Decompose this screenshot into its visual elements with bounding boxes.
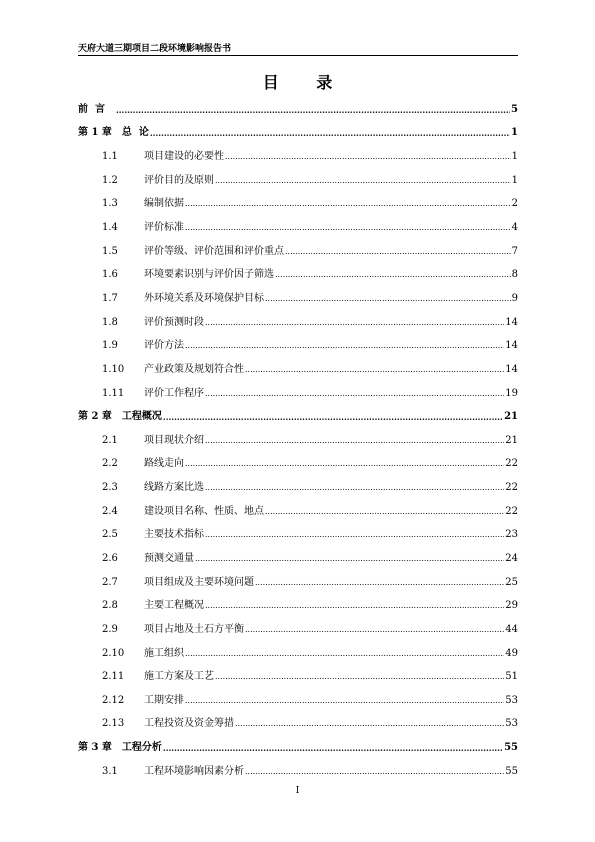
toc-entry-page: 23 <box>505 529 518 541</box>
toc-dot-leader <box>185 198 511 210</box>
toc-entry-number: 第 3 章 <box>78 742 112 754</box>
toc-section-entry[interactable] <box>78 642 518 666</box>
toc-section-entry[interactable] <box>78 618 518 642</box>
toc-entry-title: 线路方案比选 <box>144 482 204 494</box>
toc-dot-leader <box>245 364 504 376</box>
toc-chapter-entry[interactable] <box>78 736 518 760</box>
toc-entry-title: 工期安排 <box>144 694 184 706</box>
toc-entry-number: 1.9 <box>102 340 118 352</box>
toc-entry-number: 1.7 <box>102 292 118 304</box>
toc-entry-number: 2.5 <box>102 529 118 541</box>
toc-entry-title: 项目建设的必要性 <box>144 151 224 163</box>
toc-entry-page: 4 <box>511 222 518 234</box>
toc-entry-title: 建设项目名称、性质、地点 <box>144 505 264 517</box>
toc-entry-page: 53 <box>505 694 518 706</box>
toc-dot-leader <box>185 648 504 660</box>
toc-entry-page: 21 <box>504 411 518 423</box>
toc-entry-title: 项目现状介绍 <box>144 434 204 446</box>
toc-entry-title: 项目占地及土石方平衡 <box>144 623 244 635</box>
toc-entry-page: 21 <box>505 434 518 446</box>
toc-entry-page: 22 <box>505 482 518 494</box>
toc-dot-leader <box>185 458 504 470</box>
toc-section-entry[interactable] <box>78 334 518 358</box>
toc-dot-leader <box>215 175 511 187</box>
toc-entry-page: 9 <box>511 292 518 304</box>
toc-entry-page: 55 <box>504 742 518 754</box>
toc-section-entry[interactable] <box>78 500 518 524</box>
toc-entry-number: 1.3 <box>102 198 118 210</box>
toc-dot-leader <box>185 222 511 234</box>
toc-entry-title: 工程分析 <box>121 742 162 754</box>
toc-entry-number: 2.9 <box>102 623 118 635</box>
toc-entry-number: 2.6 <box>102 552 118 564</box>
toc-chapter-entry[interactable] <box>78 122 518 146</box>
toc-section-entry[interactable] <box>78 760 518 784</box>
toc-entry-title: 评价标准 <box>144 222 184 234</box>
toc-dot-leader <box>255 577 504 589</box>
toc-section-entry[interactable] <box>78 547 518 571</box>
toc-entry-number: 第 2 章 <box>78 411 112 423</box>
toc-entry-page: 24 <box>505 552 518 564</box>
toc-section-entry[interactable] <box>78 689 518 713</box>
table-of-contents <box>78 98 518 784</box>
toc-dot-leader <box>205 482 504 494</box>
toc-section-entry[interactable] <box>78 311 518 335</box>
toc-dot-leader <box>185 695 504 707</box>
toc-entry-number: 2.8 <box>102 600 118 612</box>
toc-section-entry[interactable] <box>78 169 518 193</box>
toc-chapter-entry[interactable] <box>78 98 518 122</box>
toc-section-entry[interactable] <box>78 665 518 689</box>
toc-entry-title: 评价等级、评价范围和评价重点 <box>144 245 284 257</box>
toc-entry-title: 环境要素识别与评价因子筛选 <box>144 269 274 281</box>
toc-dot-leader <box>285 246 511 258</box>
toc-section-entry[interactable] <box>78 240 518 264</box>
toc-dot-leader <box>265 506 504 518</box>
toc-entry-number: 2.2 <box>102 458 118 470</box>
toc-entry-title: 项目组成及主要环境问题 <box>144 576 254 588</box>
toc-dot-leader <box>205 435 504 447</box>
header-rule <box>78 55 518 56</box>
toc-dot-leader <box>205 529 504 541</box>
toc-entry-page: 55 <box>505 765 518 777</box>
toc-entry-title: 路线走向 <box>144 458 184 470</box>
toc-dot-leader <box>275 269 511 281</box>
toc-dot-leader <box>205 388 504 400</box>
toc-dot-leader <box>185 340 504 352</box>
toc-entry-title: 预测交通量 <box>144 552 194 564</box>
toc-dot-leader <box>245 766 504 778</box>
toc-dot-leader <box>245 624 504 636</box>
toc-entry-number: 1.4 <box>102 222 118 234</box>
toc-entry-number: 2.10 <box>102 647 125 659</box>
toc-entry-page: 29 <box>505 600 518 612</box>
toc-entry-number: 2.3 <box>102 482 118 494</box>
toc-entry-number: 前 言 <box>78 103 105 115</box>
toc-entry-page: 19 <box>505 387 518 399</box>
toc-entry-page: 22 <box>505 505 518 517</box>
toc-section-entry[interactable] <box>78 524 518 548</box>
toc-entry-title: 工程环境影响因素分析 <box>144 765 244 777</box>
toc-entry-number: 2.11 <box>102 671 125 683</box>
toc-dot-leader <box>116 104 510 116</box>
toc-entry-title: 主要技术指标 <box>144 529 204 541</box>
toc-dot-leader <box>215 671 504 683</box>
toc-section-entry[interactable] <box>78 571 518 595</box>
toc-section-entry[interactable] <box>78 216 518 240</box>
toc-dot-leader <box>150 127 510 139</box>
toc-entry-title: 外环境关系及环境保护目标 <box>144 292 264 304</box>
toc-entry-page: 14 <box>505 340 518 352</box>
toc-entry-page: 1 <box>511 174 518 186</box>
toc-entry-page: 14 <box>505 316 518 328</box>
toc-entry-title: 编制依据 <box>144 198 184 210</box>
toc-entry-title: 总 论 <box>121 127 149 139</box>
toc-entry-title: 评价工作程序 <box>144 387 204 399</box>
toc-section-entry[interactable] <box>78 453 518 477</box>
toc-section-entry[interactable] <box>78 358 518 382</box>
toc-section-entry[interactable] <box>78 145 518 169</box>
toc-entry-number: 1.1 <box>102 151 118 163</box>
toc-entry-page: 44 <box>505 623 518 635</box>
toc-entry-page: 14 <box>505 363 518 375</box>
toc-entry-number: 3.1 <box>102 765 118 777</box>
toc-entry-title: 评价预测时段 <box>144 316 204 328</box>
toc-entry-title: 工程概况 <box>121 411 162 423</box>
toc-section-entry[interactable] <box>78 429 518 453</box>
toc-entry-number: 1.2 <box>102 174 118 186</box>
running-header: 天府大道三期项目二段环境影响报告书 <box>78 44 232 54</box>
page-number: I <box>295 786 300 796</box>
toc-dot-leader <box>195 553 504 565</box>
toc-entry-number: 2.1 <box>102 434 118 446</box>
toc-dot-leader <box>235 718 504 730</box>
toc-entry-title: 评价方法 <box>144 340 184 352</box>
toc-entry-page: 49 <box>505 647 518 659</box>
toc-entry-number: 1.5 <box>102 245 118 257</box>
toc-entry-page: 1 <box>511 127 518 139</box>
toc-entry-number: 第 1 章 <box>78 127 112 139</box>
toc-entry-number: 1.8 <box>102 316 118 328</box>
toc-entry-title: 主要工程概况 <box>144 600 204 612</box>
toc-section-entry[interactable] <box>78 713 518 737</box>
toc-entry-number: 1.10 <box>102 363 125 375</box>
toc-dot-leader <box>205 600 504 612</box>
toc-entry-page: 25 <box>505 576 518 588</box>
toc-entry-number: 2.13 <box>102 718 125 730</box>
toc-dot-leader <box>163 742 503 754</box>
toc-entry-number: 1.11 <box>102 387 125 399</box>
toc-entry-title: 评价目的及原则 <box>144 174 214 186</box>
toc-dot-leader <box>265 293 511 305</box>
toc-chapter-entry[interactable] <box>78 405 518 429</box>
toc-entry-number: 2.4 <box>102 505 118 517</box>
toc-section-entry[interactable] <box>78 263 518 287</box>
toc-entry-page: 7 <box>511 245 518 257</box>
toc-entry-page: 53 <box>505 718 518 730</box>
toc-entry-number: 2.7 <box>102 576 118 588</box>
toc-dot-leader <box>163 411 503 423</box>
toc-entry-page: 22 <box>505 458 518 470</box>
toc-section-entry[interactable] <box>78 193 518 217</box>
toc-entry-title: 工程投资及资金筹措 <box>144 718 234 730</box>
toc-title: 目 录 <box>262 73 349 92</box>
toc-entry-page: 1 <box>511 151 518 163</box>
toc-section-entry[interactable] <box>78 594 518 618</box>
toc-entry-title: 产业政策及规划符合性 <box>144 363 244 375</box>
toc-entry-number: 2.12 <box>102 694 125 706</box>
toc-dot-leader <box>225 151 511 163</box>
toc-entry-page: 51 <box>505 671 518 683</box>
toc-entry-number: 1.6 <box>102 269 118 281</box>
toc-section-entry[interactable] <box>78 382 518 406</box>
toc-entry-title: 施工组织 <box>144 647 184 659</box>
toc-entry-title: 施工方案及工艺 <box>144 671 214 683</box>
toc-entry-page: 8 <box>511 269 518 281</box>
toc-entry-page: 5 <box>511 103 518 115</box>
toc-section-entry[interactable] <box>78 287 518 311</box>
toc-dot-leader <box>205 317 504 329</box>
toc-section-entry[interactable] <box>78 476 518 500</box>
toc-entry-page: 2 <box>511 198 518 210</box>
